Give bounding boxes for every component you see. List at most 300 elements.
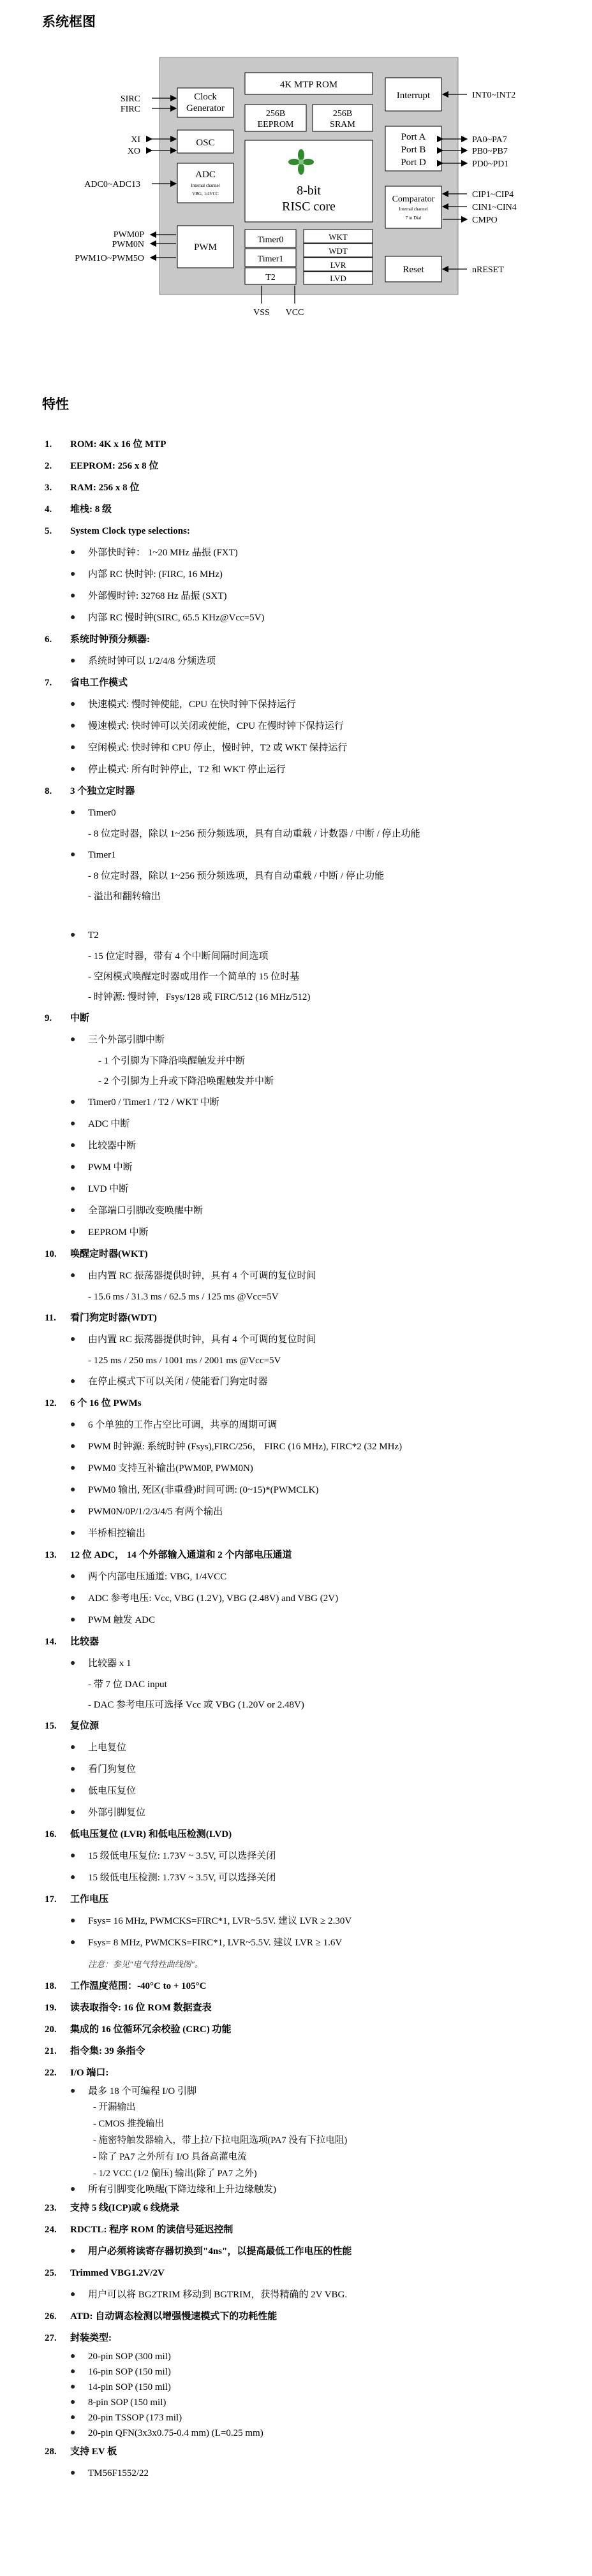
bullet-dot-icon: ● bbox=[70, 2367, 76, 2376]
bullet-text: 外部引脚复位 bbox=[88, 1808, 146, 1818]
feature-item bbox=[45, 1544, 574, 1631]
sub-item: - 空闲模式唤醒定时器或用作一个简单的 15 位时基 bbox=[88, 972, 300, 982]
bullet-dot-icon: ● bbox=[70, 1507, 76, 1516]
bullet-item bbox=[45, 2364, 574, 2380]
feature-number: 1. bbox=[45, 439, 52, 450]
bullet-text: 看门狗复位 bbox=[88, 1764, 137, 1775]
feature-number: 10. bbox=[45, 1249, 57, 1259]
bullet-dot-icon: ● bbox=[70, 613, 76, 622]
bullet-text: 全部端口引脚改变唤醒中断 bbox=[88, 1206, 204, 1216]
adc-sub-label-2: VBG, 1/4VCC bbox=[192, 191, 219, 196]
feature-item bbox=[45, 1975, 574, 1997]
feature-number: 17. bbox=[45, 1894, 57, 1905]
feature-title: 省电工作模式 bbox=[70, 678, 128, 688]
bullet-dot-icon: ● bbox=[70, 1485, 76, 1495]
bullet-dot-icon: ● bbox=[70, 850, 76, 860]
sub-item: - 开漏输出 bbox=[93, 2102, 136, 2112]
signal-label-pwm0n: PWM0N bbox=[112, 240, 144, 249]
feature-number: 4. bbox=[45, 504, 52, 515]
feature-title: 工作电压 bbox=[70, 1894, 109, 1905]
bullet-text: PWM0 支持互补输出(PWM0P, PWM0N) bbox=[88, 1463, 253, 1474]
feature-item bbox=[45, 780, 574, 1007]
bullet-item bbox=[45, 1200, 574, 1222]
comparator-sub-label-1: Internal channel bbox=[399, 207, 428, 212]
bullet-text: 最多 18 个可编程 I/O 引脚 bbox=[88, 2086, 196, 2097]
feature-title: 3 个独立定时器 bbox=[70, 786, 135, 796]
bullet-text: 用户必须将读寄存器切换到"4ns"，以提高最低工作电压的性能 bbox=[88, 2246, 352, 2257]
bullet-dot-icon: ● bbox=[70, 1528, 76, 1538]
sub-item: - 1/2 VCC (1/2 偏压) 输出(除了 PA7 之外) bbox=[93, 2169, 257, 2179]
feature-item bbox=[45, 629, 574, 672]
bullet-dot-icon: ● bbox=[70, 1615, 76, 1625]
bullet-item bbox=[45, 759, 574, 780]
feature-heading bbox=[45, 1007, 574, 1029]
sub-item: - 施密特触发器输入，带上拉/下拉电阻选项(PA7 没有下拉电阻) bbox=[93, 2135, 348, 2146]
signal-label-nreset: nRESET bbox=[472, 265, 504, 275]
signal-label-sirc: SIRC bbox=[120, 94, 140, 104]
feature-number: 19. bbox=[45, 2003, 57, 2013]
bullet-text: 快速模式: 慢时钟使能，CPU 在快时钟下保持运行 bbox=[88, 699, 296, 710]
feature-heading bbox=[45, 455, 574, 477]
bullet-dot-icon: ● bbox=[70, 1335, 76, 1344]
sub-item: - 溢出和翻转输出 bbox=[88, 891, 161, 902]
bullet-dot-icon: ● bbox=[70, 1743, 76, 1752]
comparator-label: Comparator bbox=[392, 194, 435, 204]
feature-number: 8. bbox=[45, 786, 52, 796]
sub-item: - 时钟源: 慢时钟，Fsys/128 或 FIRC/512 (16 MHz/512) bbox=[88, 992, 311, 1002]
sub-item: - 1 个引脚为下降沿唤醒触发并中断 bbox=[98, 1056, 245, 1066]
feature-item bbox=[45, 2327, 574, 2441]
feature-heading bbox=[45, 1997, 574, 2019]
bullet-item bbox=[45, 1092, 574, 1113]
bullet-item bbox=[45, 1029, 574, 1051]
feature-heading bbox=[45, 2306, 574, 2327]
sub-item: - DAC 参考电压可选择 Vcc 或 VBG (1.20V or 2.48V) bbox=[88, 1700, 304, 1710]
feature-heading bbox=[45, 477, 574, 499]
feature-title: 系统时钟预分频器: bbox=[70, 634, 150, 645]
bullet-text: Timer0 bbox=[88, 808, 116, 818]
bullet-item bbox=[45, 1910, 574, 1932]
bullet-item bbox=[45, 542, 574, 564]
feature-item bbox=[45, 2040, 574, 2062]
signal-label-pb: PB0~PB7 bbox=[472, 147, 508, 156]
clock-generator-label-2: Generator bbox=[186, 103, 225, 113]
feature-title: RAM: 256 x 8 位 bbox=[70, 483, 140, 493]
feature-number: 14. bbox=[45, 1637, 57, 1647]
bullet-item bbox=[45, 1113, 574, 1135]
bullet-item bbox=[45, 2241, 574, 2262]
bullet-dot-icon: ● bbox=[70, 2246, 76, 2256]
bullet-dot-icon: ● bbox=[70, 1786, 76, 1796]
feature-item bbox=[45, 2441, 574, 2484]
feature-title: 6 个 16 位 PWMs bbox=[70, 1398, 142, 1409]
bullet-text: Fsys= 16 MHz, PWMCKS=FIRC*1, LVR~5.5V. 建议 LVR ≥ 2.30V bbox=[88, 1916, 352, 1926]
port-a-label: Port A bbox=[401, 132, 426, 142]
bullet-text: 内部 RC 慢时钟(SIRC, 65.5 KHz@Vcc=5V) bbox=[88, 613, 265, 623]
feature-heading bbox=[45, 2019, 574, 2040]
feature-number: 5. bbox=[45, 526, 52, 536]
feature-heading bbox=[45, 2262, 574, 2284]
bullet-text: TM56F1552/22 bbox=[88, 2468, 149, 2478]
feature-number: 3. bbox=[45, 483, 52, 493]
bullet-item bbox=[45, 1588, 574, 1609]
bullet-text: 空闲模式: 快时钟和 CPU 停止，慢时钟，T2 或 WKT 保持运行 bbox=[88, 743, 348, 753]
bullet-dot-icon: ● bbox=[70, 2428, 76, 2438]
bullet-text: 20-pin TSSOP (173 mil) bbox=[88, 2413, 182, 2423]
sub-item: - 8 位定时器，除以 1~256 预分频选项，具有自动重载 / 中断 / 停止功能 bbox=[88, 871, 384, 881]
feature-heading bbox=[45, 2327, 574, 2349]
bullet-dot-icon: ● bbox=[70, 2352, 76, 2361]
wdt-label: WDT bbox=[329, 246, 348, 256]
bullet-dot-icon: ● bbox=[70, 2413, 76, 2422]
sub-item: - 带 7 位 DAC input bbox=[88, 1680, 167, 1690]
bullet-text: PWM 中断 bbox=[88, 1162, 133, 1173]
feature-item bbox=[45, 520, 574, 629]
mtp-rom-label: 4K MTP ROM bbox=[279, 80, 338, 90]
feature-heading bbox=[45, 2197, 574, 2219]
bullet-text: LVD 中断 bbox=[88, 1184, 129, 1194]
sub-item: - 15 位定时器，带有 4 个中断间隔时间选项 bbox=[88, 951, 269, 962]
bullet-dot-icon: ● bbox=[70, 699, 76, 709]
bullet-dot-icon: ● bbox=[70, 721, 76, 731]
feature-heading bbox=[45, 2441, 574, 2463]
t2-label: T2 bbox=[265, 273, 276, 282]
feature-title: 封装类型: bbox=[70, 2333, 112, 2343]
bullet-dot-icon: ● bbox=[70, 1162, 76, 1172]
bullet-dot-icon: ● bbox=[70, 1119, 76, 1129]
feature-number: 28. bbox=[45, 2447, 57, 2457]
bullet-item bbox=[45, 607, 574, 629]
feature-item bbox=[45, 499, 574, 520]
bullet-text: 由内置 RC 振荡器提供时钟，具有 4 个可调的复位时间 bbox=[88, 1335, 316, 1345]
bullet-text: 15 级低电压复位: 1.73V ~ 3.5V, 可以选择关闭 bbox=[88, 1851, 276, 1861]
adc-label: ADC bbox=[195, 170, 216, 180]
bullet-dot-icon: ● bbox=[70, 2382, 76, 2392]
sub-item: - 除了 PA7 之外所有 I/O 具备高灌电流 bbox=[93, 2152, 247, 2162]
signal-label-adc: ADC0~ADC13 bbox=[84, 180, 140, 189]
bullet-text: 20-pin SOP (300 mil) bbox=[88, 2352, 171, 2362]
bullet-item bbox=[45, 1653, 574, 1674]
feature-heading bbox=[45, 629, 574, 650]
feature-item bbox=[45, 1007, 574, 1243]
bullet-text: 上电复位 bbox=[88, 1743, 127, 1753]
feature-item bbox=[45, 1243, 574, 1307]
bullet-item bbox=[45, 1436, 574, 1458]
bullet-dot-icon: ● bbox=[70, 1873, 76, 1882]
bullet-item bbox=[45, 2284, 574, 2306]
bullet-dot-icon: ● bbox=[70, 2290, 76, 2299]
feature-heading bbox=[45, 1307, 574, 1329]
bullet-item bbox=[45, 2463, 574, 2484]
feature-number: 13. bbox=[45, 1550, 57, 1560]
bullet-text: Timer0 / Timer1 / T2 / WKT 中断 bbox=[88, 1097, 219, 1108]
feature-title: 复位源 bbox=[70, 1721, 100, 1731]
sub-item: - CMOS 推挽输出 bbox=[93, 2119, 165, 2129]
bullet-dot-icon: ● bbox=[70, 1658, 76, 1668]
osc-label: OSC bbox=[196, 138, 215, 148]
bullet-item bbox=[45, 1222, 574, 1243]
bullet-item bbox=[45, 844, 574, 866]
feature-item bbox=[45, 455, 574, 477]
feature-number: 6. bbox=[45, 634, 52, 645]
bullet-item bbox=[45, 2380, 574, 2395]
signal-label-xo: XO bbox=[127, 147, 140, 156]
feature-title: 低电压复位 (LVR) 和低电压检测(LVD) bbox=[70, 1829, 232, 1840]
feature-item bbox=[45, 1715, 574, 1824]
bullet-item bbox=[45, 802, 574, 824]
core-title: 8-bit bbox=[297, 184, 321, 198]
bullet-dot-icon: ● bbox=[70, 2397, 76, 2407]
feature-heading bbox=[45, 520, 574, 542]
feature-number: 7. bbox=[45, 678, 52, 688]
bullet-text: 停止模式: 所有时钟停止，T2 和 WKT 停止运行 bbox=[88, 765, 286, 775]
bullet-text: PWM0N/0P/1/2/3/4/5 有两个输出 bbox=[88, 1507, 223, 1517]
note-text: 注意：参见"电气特性曲线图"。 bbox=[88, 1959, 203, 1969]
feature-item bbox=[45, 1631, 574, 1715]
feature-title: 指令集: 39 条指令 bbox=[70, 2046, 145, 2056]
power-label-vcc: VCC bbox=[285, 308, 304, 318]
bullet-item bbox=[45, 715, 574, 737]
feature-item bbox=[45, 1824, 574, 1889]
feature-heading bbox=[45, 1544, 574, 1566]
port-b-label: Port B bbox=[401, 145, 426, 155]
bullet-item bbox=[45, 1845, 574, 1867]
feature-title: I/O 端口: bbox=[70, 2068, 109, 2078]
bullet-text: 外部慢时钟: 32768 Hz 晶振 (SXT) bbox=[88, 591, 227, 601]
bullet-dot-icon: ● bbox=[70, 548, 76, 557]
bullet-dot-icon: ● bbox=[70, 1463, 76, 1473]
bullet-text: PWM 时钟源: 系统时钟 (Fsys),FIRC/256， FIRC (16 MHz), FIRC*2 (32 MHz) bbox=[88, 1442, 403, 1452]
bullet-dot-icon: ● bbox=[70, 1916, 76, 1926]
feature-title: 支持 EV 板 bbox=[70, 2447, 117, 2457]
bullet-text: 14-pin SOP (150 mil) bbox=[88, 2382, 171, 2392]
bullet-item bbox=[45, 1329, 574, 1350]
feature-heading bbox=[45, 2062, 574, 2084]
feature-title: 支持 5 线(ICP)或 6 线烧录 bbox=[70, 2203, 179, 2213]
feature-number: 26. bbox=[45, 2311, 57, 2322]
feature-heading bbox=[45, 780, 574, 802]
bullet-dot-icon: ● bbox=[70, 591, 76, 601]
feature-heading bbox=[45, 672, 574, 694]
feature-heading bbox=[45, 1975, 574, 1997]
bullet-dot-icon: ● bbox=[70, 1271, 76, 1280]
feature-number: 25. bbox=[45, 2268, 57, 2278]
comparator-sub-label-2: 7 in Dial bbox=[405, 216, 422, 221]
bullet-item bbox=[45, 564, 574, 585]
feature-heading bbox=[45, 499, 574, 520]
port-d-label: Port D bbox=[401, 157, 426, 168]
bullet-text: 所有引脚变化唤醒(下降边缘和上升边缘触发) bbox=[88, 2184, 276, 2195]
section-title-block-diagram: 系统框图 bbox=[42, 15, 96, 29]
bullet-dot-icon: ● bbox=[70, 1377, 76, 1386]
bullet-text: 半桥相控输出 bbox=[88, 1528, 146, 1539]
feature-title: RDCTL: 程序 ROM 的读信号延迟控制 bbox=[70, 2225, 233, 2235]
bullet-item bbox=[45, 1867, 574, 1889]
bullet-text: PWM 触发 ADC bbox=[88, 1615, 156, 1625]
bullet-item bbox=[45, 1609, 574, 1631]
bullet-text: 在停止模式下可以关闭 / 使能看门狗定时器 bbox=[88, 1377, 268, 1387]
bullet-text: 外部快时钟： 1~20 MHz 晶振 (FXT) bbox=[88, 548, 238, 558]
bullet-item bbox=[45, 1371, 574, 1393]
feature-title: 看门狗定时器(WDT) bbox=[70, 1313, 157, 1323]
feature-number: 11. bbox=[45, 1313, 56, 1323]
bullet-text: 内部 RC 快时钟: (FIRC, 16 MHz) bbox=[88, 569, 223, 580]
bullet-dot-icon: ● bbox=[70, 656, 76, 666]
bullet-dot-icon: ● bbox=[70, 1035, 76, 1044]
timer1-label: Timer1 bbox=[257, 254, 284, 264]
bullet-item bbox=[45, 585, 574, 607]
bullet-dot-icon: ● bbox=[70, 2468, 76, 2478]
feature-heading bbox=[45, 1631, 574, 1653]
signal-label-pd: PD0~PD1 bbox=[472, 159, 509, 169]
bullet-item bbox=[45, 2182, 574, 2197]
timer0-label: Timer0 bbox=[257, 235, 284, 245]
bullet-dot-icon: ● bbox=[70, 2184, 76, 2194]
bullet-dot-icon: ● bbox=[70, 1442, 76, 1451]
feature-item bbox=[45, 477, 574, 499]
clock-generator-label-1: Clock bbox=[194, 92, 217, 102]
bullet-dot-icon: ● bbox=[70, 2086, 76, 2096]
bullet-dot-icon: ● bbox=[70, 1764, 76, 1774]
bullet-item bbox=[45, 2426, 574, 2441]
bullet-text: T2 bbox=[88, 930, 99, 940]
bullet-item bbox=[45, 1759, 574, 1780]
feature-title: 12 位 ADC， 14 个外部输入通道和 2 个内部电压通道 bbox=[70, 1550, 292, 1560]
feature-heading bbox=[45, 1824, 574, 1845]
eeprom-label-2: EEPROM bbox=[257, 120, 294, 129]
bullet-text: 低电压复位 bbox=[88, 1786, 137, 1796]
feature-title: Trimmed VBG1.2V/2V bbox=[70, 2268, 165, 2278]
feature-item bbox=[45, 434, 574, 455]
spacer bbox=[45, 907, 574, 925]
feature-item bbox=[45, 2219, 574, 2262]
bullet-dot-icon: ● bbox=[70, 1206, 76, 1215]
sub-item: - 125 ms / 250 ms / 1001 ms / 2001 ms @Vcc=5V bbox=[88, 1356, 281, 1366]
bullet-text: EEPROM 中断 bbox=[88, 1227, 149, 1238]
feature-number: 23. bbox=[45, 2203, 57, 2213]
bullet-text: 15 级低电压检测: 1.73V ~ 3.5V, 可以选择关闭 bbox=[88, 1873, 276, 1883]
feature-heading bbox=[45, 1243, 574, 1265]
signal-label-int: INT0~INT2 bbox=[472, 91, 516, 100]
interrupt-label: Interrupt bbox=[396, 91, 431, 101]
feature-number: 22. bbox=[45, 2068, 57, 2078]
core-subtitle: RISC core bbox=[282, 200, 336, 214]
lvd-label: LVD bbox=[330, 274, 346, 283]
bullet-dot-icon: ● bbox=[70, 1851, 76, 1861]
feature-number: 20. bbox=[45, 2024, 57, 2035]
feature-item bbox=[45, 1889, 574, 1975]
bullet-dot-icon: ● bbox=[70, 1938, 76, 1947]
bullet-text: ADC 中断 bbox=[88, 1119, 130, 1129]
feature-number: 9. bbox=[45, 1013, 52, 1023]
feature-number: 12. bbox=[45, 1398, 57, 1409]
bullet-item bbox=[45, 1566, 574, 1588]
bullet-dot-icon: ● bbox=[70, 1808, 76, 1817]
feature-item bbox=[45, 2306, 574, 2327]
eeprom-label-1: 256B bbox=[265, 109, 286, 119]
power-label-vss: VSS bbox=[253, 308, 270, 318]
bullet-dot-icon: ● bbox=[70, 1141, 76, 1150]
feature-number: 21. bbox=[45, 2046, 57, 2056]
feature-title: ATD: 自动调态检测以增强慢速模式下的功耗性能 bbox=[70, 2311, 278, 2322]
lvr-label: LVR bbox=[330, 260, 346, 270]
bullet-item bbox=[45, 1479, 574, 1501]
feature-heading bbox=[45, 1393, 574, 1414]
bullet-dot-icon: ● bbox=[70, 930, 76, 940]
bullet-item bbox=[45, 2084, 574, 2099]
feature-title: 工作温度范围：-40°C to + 105°C bbox=[70, 1981, 207, 1991]
signal-label-cmpo: CMPO bbox=[472, 216, 498, 225]
bullet-item bbox=[45, 737, 574, 759]
feature-item bbox=[45, 1307, 574, 1393]
sub-item: - 2 个引脚为上升或下降沿唤醒触发并中断 bbox=[98, 1076, 274, 1087]
sram-label-1: 256B bbox=[332, 109, 353, 119]
bullet-item bbox=[45, 1157, 574, 1178]
bullet-text: ADC 参考电压: Vcc, VBG (1.2V), VBG (2.48V) and VBG (2V) bbox=[88, 1593, 339, 1604]
bullet-item bbox=[45, 1780, 574, 1802]
feature-title: EEPROM: 256 x 8 位 bbox=[70, 461, 159, 471]
bullet-text: 比较器 x 1 bbox=[88, 1658, 131, 1669]
feature-item bbox=[45, 2262, 574, 2306]
bullet-dot-icon: ● bbox=[70, 1420, 76, 1430]
bullet-text: 8-pin SOP (150 mil) bbox=[88, 2397, 166, 2408]
feature-heading bbox=[45, 434, 574, 455]
bullet-text: 6 个单独的工作占空比可调，共享的周期可调 bbox=[88, 1420, 278, 1430]
bullet-item bbox=[45, 2410, 574, 2426]
bullet-item bbox=[45, 1178, 574, 1200]
bullet-dot-icon: ● bbox=[70, 1572, 76, 1581]
bullet-dot-icon: ● bbox=[70, 1227, 76, 1237]
bullet-item bbox=[45, 925, 574, 946]
bullet-dot-icon: ● bbox=[70, 1097, 76, 1107]
bullet-text: 比较器中断 bbox=[88, 1141, 137, 1151]
reset-label: Reset bbox=[403, 265, 424, 275]
bullet-item bbox=[45, 1932, 574, 1954]
feature-number: 24. bbox=[45, 2225, 57, 2235]
sub-item: - 8 位定时器，除以 1~256 预分频选项，具有自动重载 / 计数器 / 中断 / 停止功能 bbox=[88, 829, 420, 839]
feature-list bbox=[45, 434, 574, 2484]
bullet-text: 20-pin QFN(3x3x0.75-0.4 mm) (L=0.25 mm) bbox=[88, 2428, 263, 2438]
bullet-text: 系统时钟可以 1/2/4/8 分频选项 bbox=[88, 656, 216, 666]
signal-label-cin: CIN1~CIN4 bbox=[472, 203, 517, 212]
bullet-text: 用户可以将 BG2TRIM 移动到 BGTRIM，获得精确的 2V VBG. bbox=[88, 2290, 348, 2300]
pwm-label: PWM bbox=[194, 242, 217, 252]
bullet-text: 三个外部引脚中断 bbox=[88, 1035, 165, 1045]
sram-label-2: SRAM bbox=[330, 120, 355, 129]
feature-title: 堆栈: 8 级 bbox=[70, 504, 112, 515]
adc-sub-label-1: Internal channel bbox=[191, 183, 220, 188]
bullet-item bbox=[45, 1414, 574, 1436]
feature-number: 27. bbox=[45, 2333, 57, 2343]
feature-item bbox=[45, 2062, 574, 2197]
bullet-item bbox=[45, 2395, 574, 2410]
bullet-item bbox=[45, 1265, 574, 1287]
bullet-dot-icon: ● bbox=[70, 808, 76, 817]
feature-number: 2. bbox=[45, 461, 52, 471]
bullet-item bbox=[45, 694, 574, 715]
feature-title: System Clock type selections: bbox=[70, 526, 190, 536]
section-title-features: 特性 bbox=[42, 397, 69, 412]
bullet-text: PWM0 输出, 死区(非重叠)时间可调: (0~15)*(PWMCLK) bbox=[88, 1485, 319, 1495]
bullet-item bbox=[45, 1802, 574, 1824]
bullet-item bbox=[45, 1523, 574, 1544]
feature-item bbox=[45, 2019, 574, 2040]
feature-item bbox=[45, 1997, 574, 2019]
feature-item bbox=[45, 2197, 574, 2219]
bullet-dot-icon: ● bbox=[70, 1184, 76, 1194]
bullet-item bbox=[45, 1737, 574, 1759]
signal-label-pwm0p: PWM0P bbox=[113, 230, 144, 240]
